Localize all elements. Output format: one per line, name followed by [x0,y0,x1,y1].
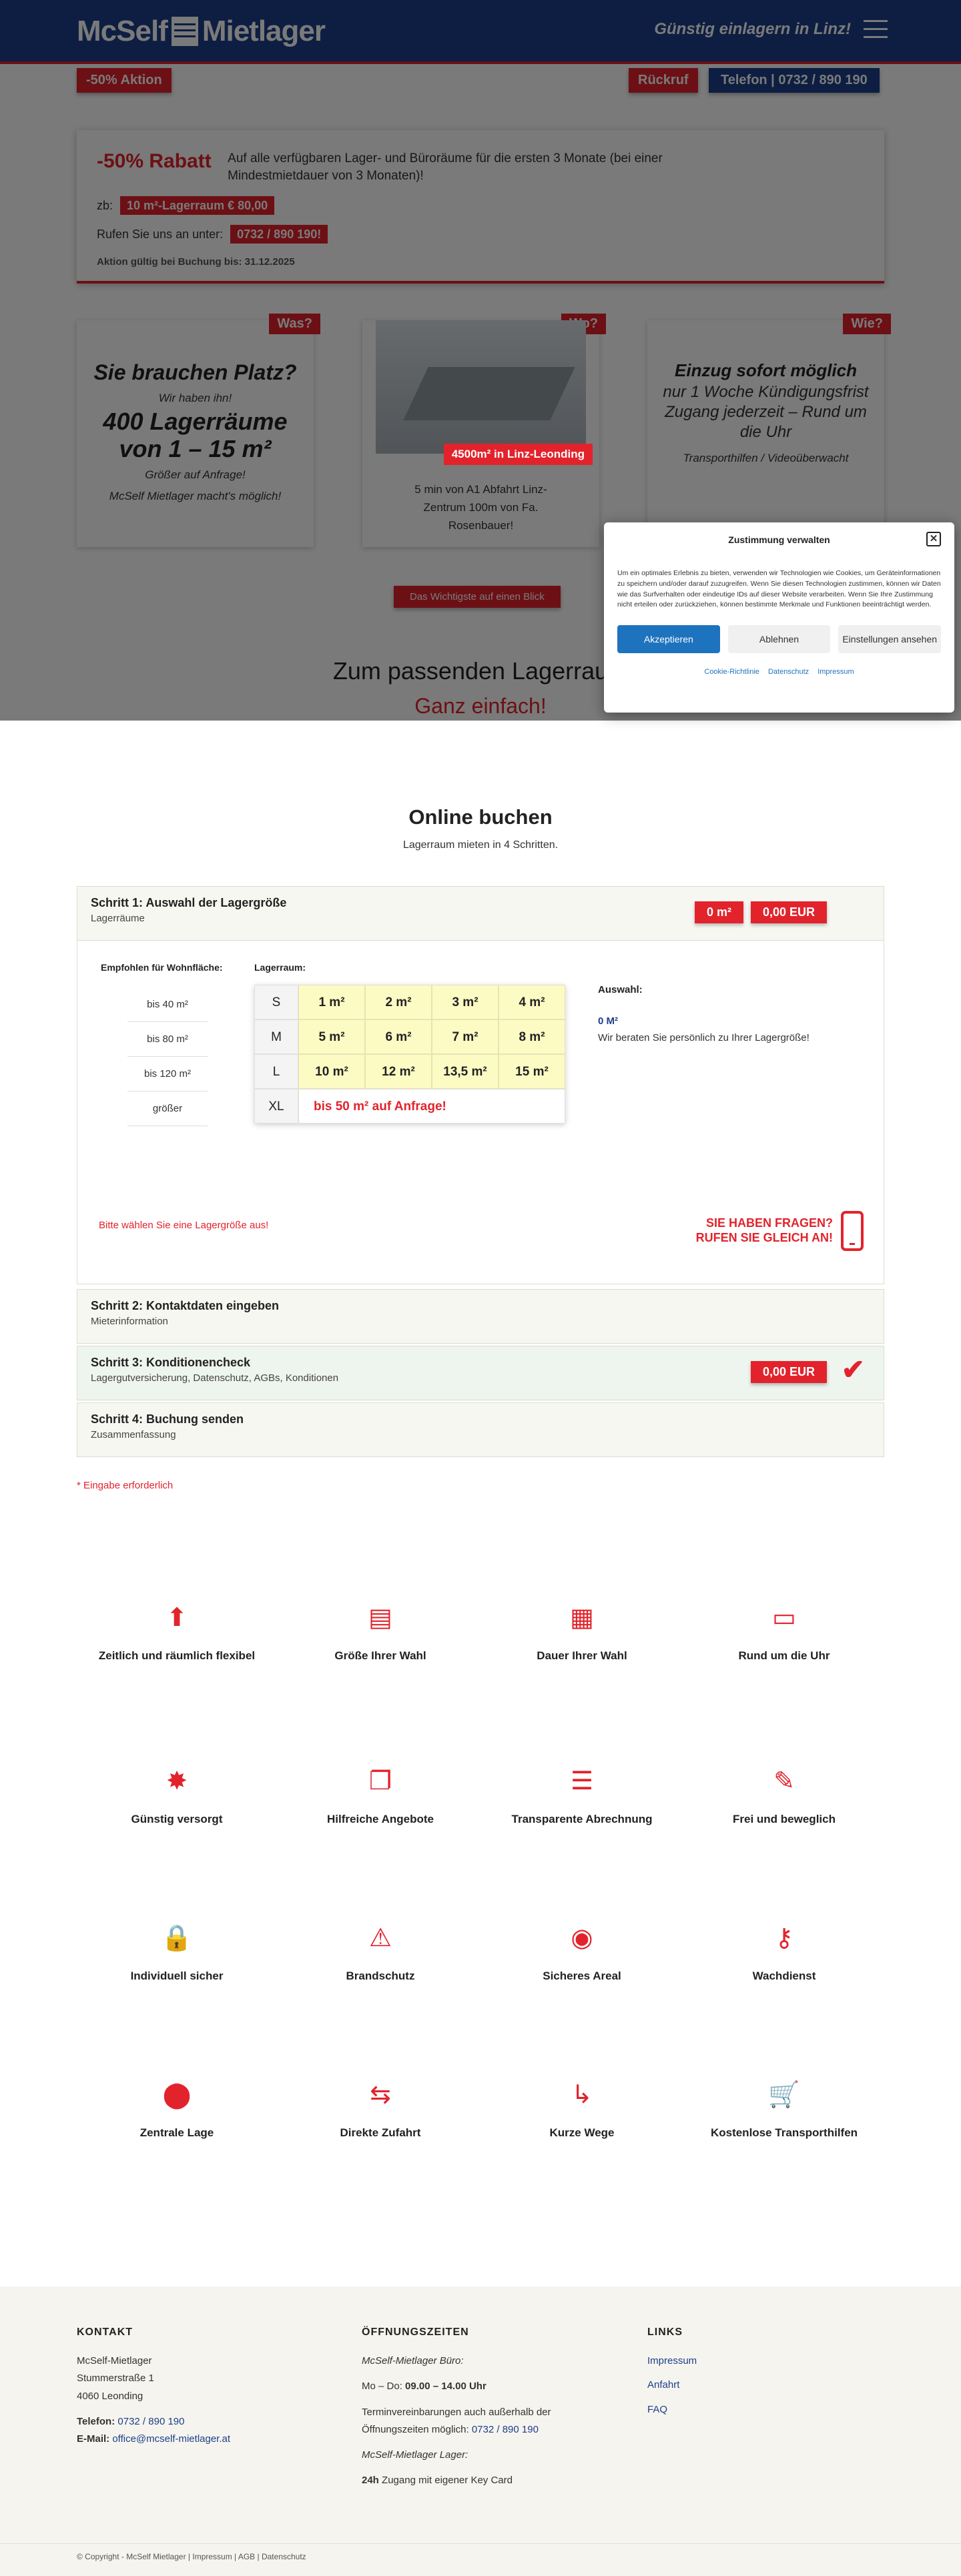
feature-item [280,1761,480,1826]
consent-title: Zustimmung verwalten [728,534,830,545]
wohnflaeche-list [101,962,234,1126]
feature-item [482,1918,682,1983]
lagerraum-grid [254,962,565,1124]
wohn-row: bis 120 m² [127,1057,208,1092]
card-icon: ▭ [772,1604,796,1632]
step-1-title: Schritt 1: Auswahl der Lagergröße [91,896,287,909]
feature-item [280,1598,480,1663]
step-4[interactable] [77,1402,884,1457]
wohn-label: Empfohlen für Wohnfläche: [101,962,223,973]
step-2-title: Schritt 2: Kontaktdaten eingeben [91,1299,280,1312]
step-2-sub: Mieterinformation [91,1316,168,1327]
mail-line [77,2431,230,2448]
kontakt-title: KONTAKT [77,2326,133,2338]
step-4-title: Schritt 4: Buchung senden [91,1412,244,1426]
termin-text: Terminvereinbarungen auch außerhalb der Öffnungszeiten möglich: [362,2406,551,2435]
auswahl-value: 0 M² [598,1015,618,1027]
hours-time: 09.00 – 14.00 Uhr [405,2381,487,2393]
footer-link-anfahrt[interactable]: Anfahrt [647,2379,680,2391]
feature-item [684,1598,884,1663]
access-hours: 24h [362,2475,379,2487]
accept-button[interactable]: Akzeptieren [617,625,720,653]
checkmark-icon: ✔ [841,1354,865,1385]
xl-option[interactable]: bis 50 m² auf Anfrage! [298,1089,565,1124]
lager-label: Lagerraum: [254,962,306,973]
room-option[interactable]: 15 m² [499,1054,565,1089]
feature-item [684,1761,884,1826]
room-option[interactable]: 10 m² [298,1054,365,1089]
step-3[interactable] [77,1346,884,1400]
room-option[interactable]: 13,5 m² [432,1054,499,1089]
feature-label: Hilfreiche Angebote [327,1813,434,1825]
calendar-icon: ▦ [570,1604,594,1632]
room-option[interactable]: 2 m² [365,985,432,1019]
time-icon: ⬆ [166,1604,188,1632]
feature-label: Größe Ihrer Wahl [334,1649,426,1662]
termin-line [362,2404,615,2439]
feather-icon: ✎ [773,1767,795,1795]
feature-item [77,2075,277,2140]
consent-text: Um ein optimales Erlebnis zu bieten, verwenden wir Technologien wie Cookies, um Geräteinformationen zu speichern und/oder darauf zuzugreifen. Wenn Sie diesen Technologien zustimmen, können wir Daten wie das Surfverhalten oder eindeutige IDs auf dieser Website verarbeiten. Wenn Sie Ihre Zustimmung nicht erteilen oder zurückziehen, können bestimmte Merkmale und Funktionen beeinträchtigt werden. [617,569,941,609]
feature-label: Frei und beweglich [733,1813,836,1825]
phone-line [77,2413,230,2431]
phone-label: Telefon: [77,2415,115,2427]
step-1-sub: Lagerräume [91,913,145,924]
wohn-row: größer [127,1092,208,1126]
bottom-link-agb[interactable]: AGB [238,2552,256,2561]
hours-days: Mo – Do: [362,2381,402,2393]
feature-item [77,1918,277,1983]
footer-links [647,2323,697,2419]
feature-label: Brandschutz [346,1970,415,1982]
cards-icon: ❐ [368,1767,392,1795]
consent-links [617,668,941,676]
arrow-icon: ↳ [571,2081,593,2109]
list-icon: ☰ [570,1767,594,1795]
lock-icon: 🔒 [161,1924,193,1952]
feature-label: Dauer Ihrer Wahl [537,1649,627,1662]
badge-icon: ✸ [166,1767,188,1795]
feature-item [482,2075,682,2140]
feature-item [684,1918,884,1983]
feature-label: Rund um die Uhr [738,1649,830,1662]
area-tag: 4500m² in Linz-Leonding [444,444,593,465]
call-cta-line1: SIE HABEN FRAGEN? [705,1216,833,1230]
feature-label: Direkte Zufahrt [340,2126,421,2139]
size-grid [254,985,565,1124]
access-text: Zugang mit eigener Key Card [382,2475,513,2487]
feature-item [684,2075,884,2140]
links-title: LINKS [647,2326,683,2338]
footer-kontakt [77,2323,230,2448]
feature-item [280,2075,480,2140]
auswahl-label: Auswahl: [598,984,643,995]
room-option[interactable]: 7 m² [432,1019,499,1054]
consent-dialog [604,522,954,713]
call-cta-line2: RUFEN SIE GLEICH AN! [695,1231,833,1244]
eye-icon: ◉ [571,1924,593,1952]
validation-message: Bitte wählen Sie eine Lagergröße aus! [99,1220,269,1231]
room-option[interactable]: 4 m² [499,985,565,1019]
feature-item [280,1918,480,1983]
footer [0,2286,961,2543]
deny-button[interactable]: Ablehnen [728,625,831,653]
bottom-link-impressum[interactable]: Impressum [192,2552,232,2561]
price-badge-step3: 0,00 EUR [751,1361,827,1383]
warning-icon: ⚠ [368,1924,392,1952]
feature-item [482,1598,682,1663]
wohn-row: bis 80 m² [127,1022,208,1057]
mail-label: E-Mail: [77,2433,110,2445]
termin-phone-link[interactable]: 0732 / 890 190 [471,2423,539,2435]
step-1[interactable] [77,886,884,941]
size-label: XL [254,1089,298,1124]
feature-label: Wachdienst [752,1970,816,1982]
mail-link[interactable]: office@mcself-mietlager.at [112,2433,231,2445]
phone-icon [841,1211,864,1251]
selection-panel [598,984,810,1043]
key-icon: ⚷ [775,1924,793,1952]
call-cta[interactable] [696,1211,864,1251]
step-4-sub: Zusammenfassung [91,1429,176,1440]
room-option[interactable]: 12 m² [365,1054,432,1089]
consent-buttons [617,625,941,653]
feature-item [482,1761,682,1826]
feature-label: Kurze Wege [549,2126,615,2139]
footer-zeiten [362,2323,615,2490]
copyright-bar: © Copyright - McSelf Mietlager | Impressum | AGB | Datenschutz [0,2543,961,2576]
room-option[interactable]: 3 m² [432,985,499,1019]
sign-icon: ⇆ [370,2081,391,2109]
booking-title: Online buchen [408,805,553,829]
close-icon[interactable]: ✕ [926,532,941,546]
step-2[interactable] [77,1289,884,1344]
copyright-text: © Copyright - McSelf Mietlager [77,2552,186,2561]
feature-label: Sicheres Areal [543,1970,621,1982]
step-3-sub: Lagergutversicherung, Datenschutz, AGBs, Konditionen [91,1372,339,1384]
cookie-policy-link[interactable]: Cookie-Richtlinie [704,668,759,676]
room-option[interactable]: 1 m² [298,985,365,1019]
street: Stummerstraße 1 [77,2373,154,2385]
feature-label: Transparente Abrechnung [511,1813,653,1825]
hours-line [362,2378,615,2395]
feature-label: Günstig versorgt [131,1813,223,1825]
step-1-body [77,941,884,1284]
size-label: L [254,1054,298,1089]
privacy-link[interactable]: Datenschutz [767,668,810,676]
company-name: McSelf-Mietlager [77,2355,152,2367]
phone-link[interactable]: 0732 / 890 190 [117,2415,185,2427]
required-note: * Eingabe erforderlich [77,1480,174,1491]
step-3-title: Schritt 3: Konditionencheck [91,1356,251,1369]
call-cta-text [696,1216,833,1245]
city: 4060 Leonding [77,2390,143,2402]
size-label: S [254,985,298,1019]
settings-button[interactable]: Einstellungen ansehen [838,625,941,653]
feature-item [77,1761,277,1826]
lager-label: McSelf-Mietlager Lager: [362,2449,468,2461]
wohn-row: bis 40 m² [127,987,208,1022]
feature-label: Kostenlose Transporthilfen [710,2126,858,2139]
auswahl-note: Wir beraten Sie persönlich zu Ihrer Lagergröße! [598,1032,810,1043]
feature-label: Individuell sicher [130,1970,224,1982]
room-option[interactable]: 6 m² [365,1019,432,1054]
room-option[interactable]: 5 m² [298,1019,365,1054]
booking-subtitle: Lagerraum mieten in 4 Schritten. [402,839,559,851]
bottom-link-datenschutz[interactable]: Datenschutz [261,2552,306,2561]
pin-icon: ⬤ [162,2081,192,2109]
box-icon: ▤ [368,1604,392,1632]
size-label: M [254,1019,298,1054]
buero-label: McSelf-Mietlager Büro: [362,2355,464,2367]
feature-item [77,1598,277,1663]
footer-link-impressum[interactable]: Impressum [647,2355,697,2367]
imprint-link[interactable]: Impressum [818,668,854,676]
zeiten-title: ÖFFNUNGSZEITEN [362,2326,469,2338]
room-option[interactable]: 8 m² [499,1019,565,1054]
price-badge: 0,00 EUR [751,901,827,923]
feature-label: Zeitlich und räumlich flexibel [98,1649,256,1662]
access-line [362,2472,615,2489]
cart-icon: 🛒 [768,2081,800,2109]
size-badge: 0 m² [695,901,743,923]
footer-link-faq[interactable]: FAQ [647,2403,668,2415]
feature-label: Zentrale Lage [139,2126,214,2139]
